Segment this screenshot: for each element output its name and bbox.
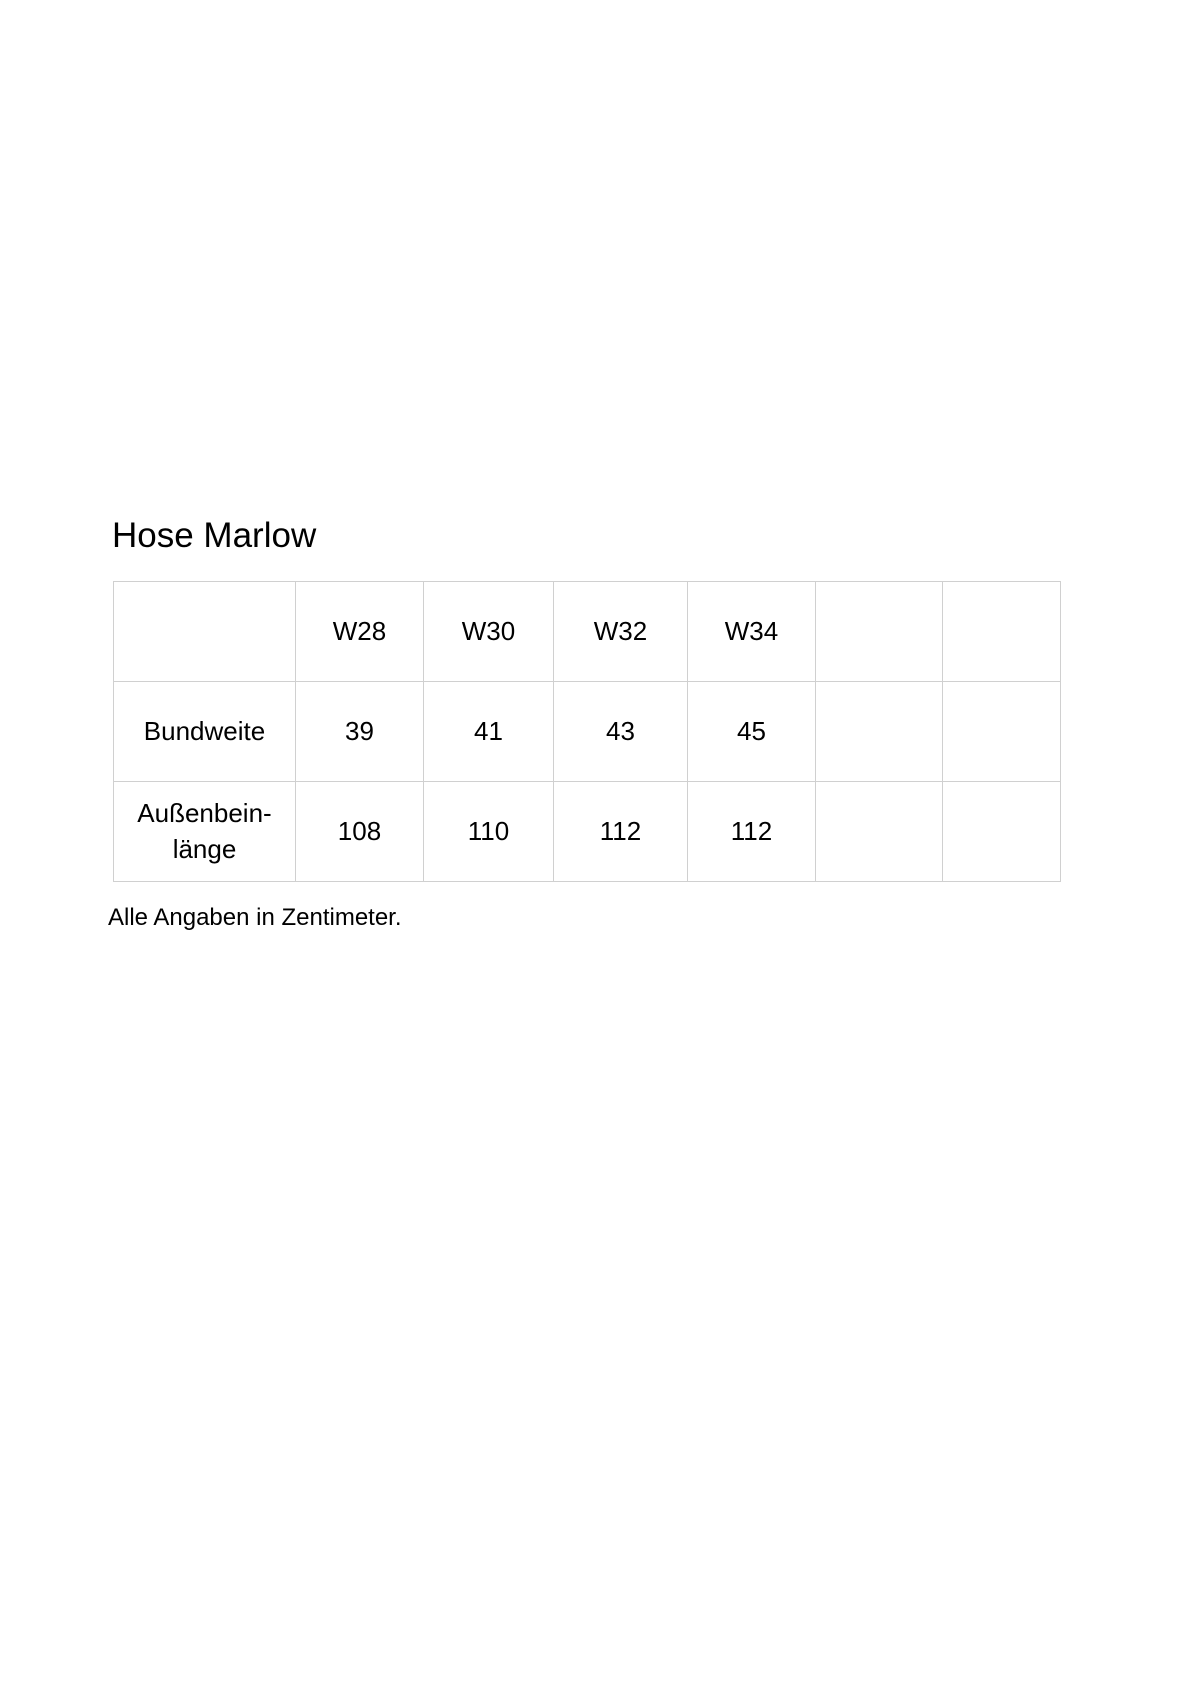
value-cell: 43 [554,682,688,782]
row-label-bundweite: Bundweite [114,682,296,782]
header-cell-w28: W28 [296,582,424,682]
value-cell: 112 [688,782,816,882]
header-cell-w32: W32 [554,582,688,682]
size-table [113,581,1061,882]
header-cell-empty-2 [816,582,943,682]
page-title: Hose Marlow [112,516,317,555]
table-row-bundweite [114,682,1061,782]
header-cell-w30: W30 [424,582,554,682]
header-cell-empty [114,582,296,682]
value-cell: 112 [554,782,688,882]
value-cell: 39 [296,682,424,782]
value-cell-empty [816,782,943,882]
value-cell: 41 [424,682,554,782]
value-cell-empty [943,782,1061,882]
header-cell-empty-3 [943,582,1061,682]
value-cell-empty [816,682,943,782]
header-cell-w34: W34 [688,582,816,682]
value-cell-empty [943,682,1061,782]
value-cell: 110 [424,782,554,882]
table-row-aussenbeinlaenge [114,782,1061,882]
header-row [114,582,1061,682]
value-cell: 108 [296,782,424,882]
value-cell: 45 [688,682,816,782]
footnote: Alle Angaben in Zentimeter. [108,904,402,931]
row-label-aussenbeinlaenge: Außenbein-länge [114,782,296,882]
